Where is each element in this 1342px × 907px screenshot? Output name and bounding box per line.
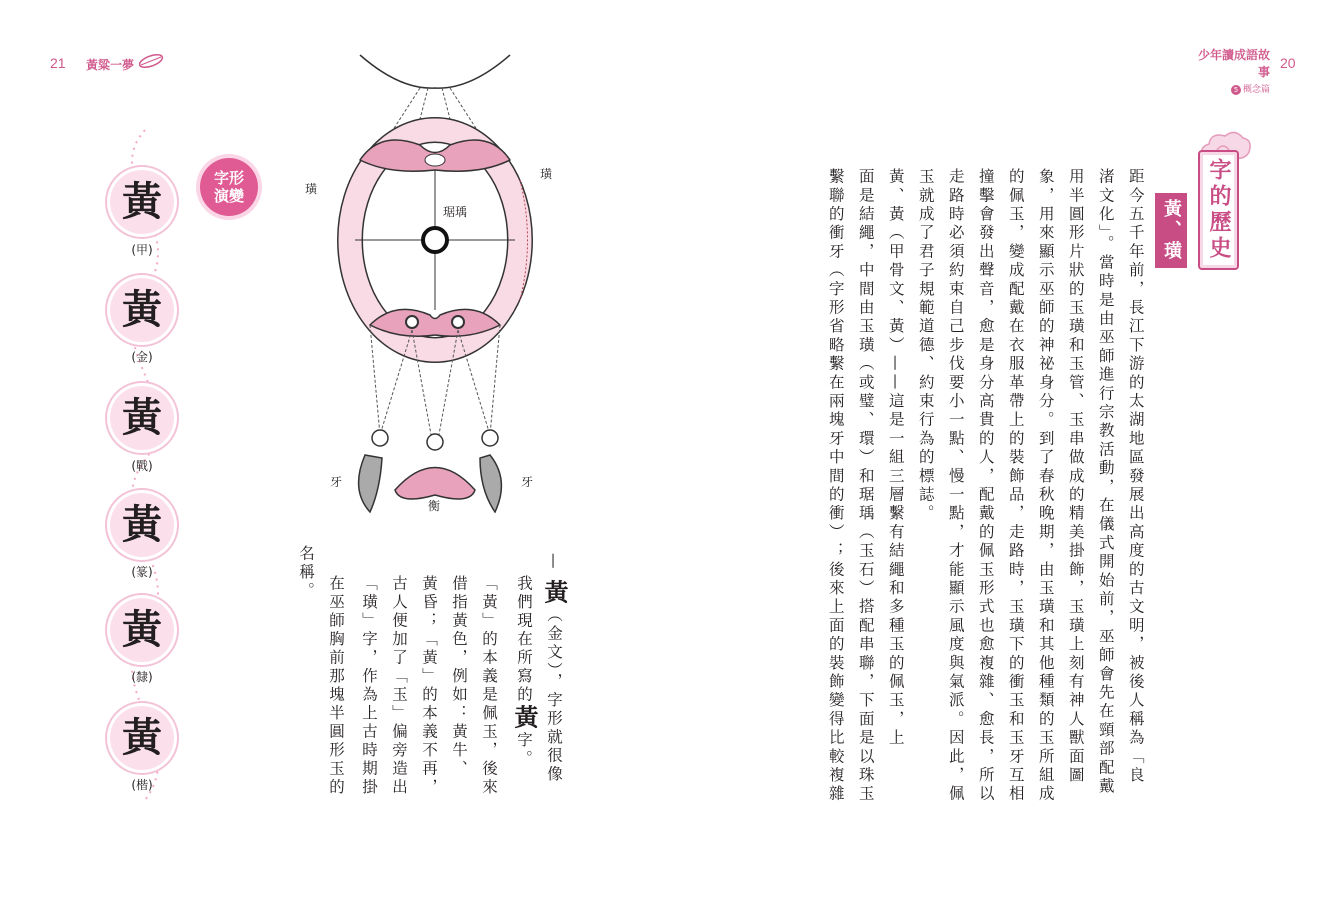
evolution-glyph-regular: 黃: [110, 706, 174, 770]
left-text-col-4: 借指黃色，例如：黃牛、: [450, 575, 468, 779]
evolution-label-warring: (戰): [131, 459, 153, 473]
label-ya-right: 牙: [521, 475, 534, 489]
body-column-2: 渚文化」。當時是由巫師進行宗教活動，在儀式開始前，巫師會先在頸部配戴: [1096, 168, 1115, 797]
body-column-6: 撞擊會發出聲音，愈是身分高貴的人，配戴的佩玉形式也愈複雜、愈長，所以: [976, 168, 995, 804]
left-text-col-1: — 黃（金文），字形就很像: [540, 552, 569, 784]
right-page-number: 20: [1280, 55, 1296, 71]
label-huang-left: 璜: [305, 182, 318, 196]
dash-mark: —: [545, 552, 563, 572]
label-ya-left: 牙: [330, 475, 343, 489]
left-text-col-8: 在巫師胸前那塊半圓形玉的: [327, 575, 345, 797]
evolution-label-clerical: (隸): [131, 670, 153, 684]
evolution-glyph-bronze: 黃: [110, 278, 174, 342]
header-badge: 5: [1231, 85, 1241, 95]
body-column-7: 走路時必須約束自己步伐要小一點、慢一點，才能顯示風度與氣派。因此，佩: [946, 168, 965, 804]
label-juyu: 琚瑀: [443, 205, 468, 219]
section-title: 字的歷史: [1198, 150, 1239, 270]
left-text-col-2: 我們現在所寫的黃字。: [510, 575, 539, 769]
evolution-label-oracle: (甲): [131, 243, 153, 257]
body-column-1: 距今五千年前，長江下游的太湖地區發展出高度的古文明，被後人稱為「良: [1126, 168, 1145, 786]
left-text-col-7: 「璜」字，作為上古時期掛: [360, 575, 378, 797]
body-column-5: 的佩玉，變成配戴在衣服革帶上的裝飾品，走路時，玉璜下的衝玉和玉牙互相: [1006, 168, 1025, 804]
left-header-title: 黃粱一夢: [86, 58, 135, 72]
label-heng: 衡: [428, 499, 441, 513]
right-header: [1190, 46, 1270, 95]
body-column-3: 用半圓形片狀的玉璜和玉管、玉串做成的精美掛飾，玉璜上刻有神人獸面圖: [1066, 168, 1085, 786]
left-text-col-9: 名稱。: [297, 545, 315, 601]
body-column-8: 玉就成了君子規範道德、約束行為的標誌。: [916, 168, 935, 524]
right-header-title: 少年讀成語故事: [1197, 48, 1270, 79]
body-column-12: 繫聯的衝牙（字形省略繫在兩塊牙中間的衝）；後來上面的裝飾變得比較複雜: [826, 168, 845, 804]
left-text-col-6: 古人便加了「玉」偏旁造出: [390, 575, 408, 797]
left-text-col-5: 黃昏；「黃」的本義不再，: [420, 575, 438, 797]
evolution-glyph-seal: 黃: [110, 493, 174, 557]
body-column-11: 面是結繩，中間由玉璜（或璧、環）和琚瑀（玉石）搭配串聯，下面是以珠玉: [856, 168, 875, 804]
section-tag: 黃、璜: [1155, 193, 1187, 268]
right-header-sub: 概念篇: [1242, 85, 1270, 95]
evolution-label-bronze: (金): [131, 350, 153, 364]
jade-pendant-illustration: [320, 50, 535, 520]
header-ornament-icon: [137, 52, 165, 70]
evolution-glyph-oracle: 黃: [110, 170, 174, 234]
body-column-4: 象，用來顯示巫師的神祕身分。到了春秋晚期，由玉璜和其他種類的玉所組成: [1036, 168, 1055, 804]
left-text-col-3: 「黃」的本義是佩玉，後來: [480, 575, 498, 797]
evolution-label-seal: (篆): [131, 565, 153, 579]
evolution-badge: 字形 演變: [200, 158, 258, 216]
left-page-number: 21: [50, 55, 66, 71]
body-column-10: 黃、黃（甲骨文、黃）——這是一組三層繫有結繩和多種玉的佩玉，上: [886, 168, 905, 748]
evolution-glyph-warring: 黃: [110, 386, 174, 450]
label-huang-right: 璜: [540, 167, 553, 181]
evolution-glyph-clerical: 黃: [110, 598, 174, 662]
evolution-label-regular: (楷): [131, 778, 153, 792]
